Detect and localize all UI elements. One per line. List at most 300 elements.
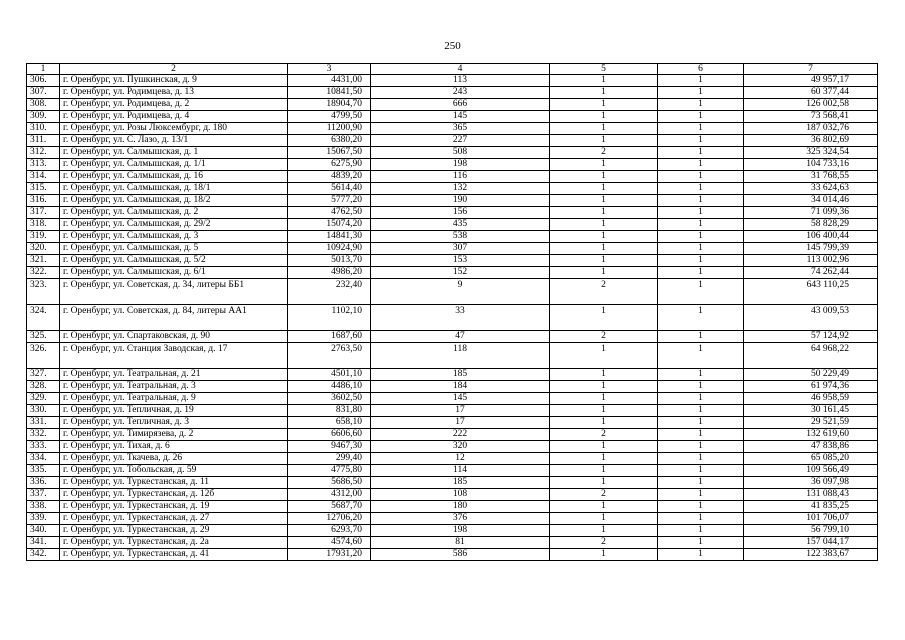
table-row <box>27 231 878 243</box>
row-number: 342. <box>27 549 60 561</box>
col5-cell: 1 <box>550 219 658 231</box>
col5-cell: 2 <box>550 147 658 159</box>
count-cell: 145 <box>371 111 550 123</box>
count-cell: 81 <box>371 537 550 549</box>
table-row <box>27 549 878 561</box>
row-number: 312. <box>27 147 60 159</box>
row-number: 308. <box>27 99 60 111</box>
table-row <box>27 195 878 207</box>
row-number: 313. <box>27 159 60 171</box>
amount-cell: 58 828,29 <box>744 219 878 231</box>
col5-cell: 2 <box>550 429 658 441</box>
address-cell: г. Оренбург, ул. Театральная, д. 21 <box>60 369 288 381</box>
count-cell: 376 <box>371 513 550 525</box>
address-cell: г. Оренбург, ул. Туркестанская, д. 29 <box>60 525 288 537</box>
table-row <box>27 513 878 525</box>
address-cell: г. Оренбург, ул. Салмышская, д. 18/2 <box>60 195 288 207</box>
col6-cell: 1 <box>658 489 744 501</box>
col5-cell: 1 <box>550 381 658 393</box>
row-number: 309. <box>27 111 60 123</box>
col6-cell: 1 <box>658 219 744 231</box>
amount-cell: 46 958,59 <box>744 393 878 405</box>
area-cell: 5013,70 <box>288 255 371 267</box>
amount-cell: 325 324,54 <box>744 147 878 159</box>
address-cell: г. Оренбург, ул. Туркестанская, д. 2а <box>60 537 288 549</box>
col5-cell: 1 <box>550 231 658 243</box>
count-cell: 152 <box>371 267 550 279</box>
row-number: 329. <box>27 393 60 405</box>
table-row <box>27 305 878 331</box>
table-row <box>27 123 878 135</box>
count-cell: 365 <box>371 123 550 135</box>
count-cell: 116 <box>371 171 550 183</box>
col6-cell: 1 <box>658 207 744 219</box>
row-number: 339. <box>27 513 60 525</box>
row-number: 337. <box>27 489 60 501</box>
area-cell: 4799,50 <box>288 111 371 123</box>
col5-cell: 2 <box>550 279 658 305</box>
count-cell: 47 <box>371 331 550 343</box>
table-header-row <box>27 64 878 75</box>
amount-cell: 61 974,36 <box>744 381 878 393</box>
count-cell: 227 <box>371 135 550 147</box>
row-number: 320. <box>27 243 60 255</box>
col5-cell: 2 <box>550 331 658 343</box>
count-cell: 33 <box>371 305 550 331</box>
col6-cell: 1 <box>658 549 744 561</box>
area-cell: 6606,60 <box>288 429 371 441</box>
area-cell: 4501,10 <box>288 369 371 381</box>
amount-cell: 643 110,25 <box>744 279 878 305</box>
table-row <box>27 243 878 255</box>
col5-cell: 1 <box>550 75 658 87</box>
col6-cell: 1 <box>658 537 744 549</box>
amount-cell: 41 835,25 <box>744 501 878 513</box>
col6-cell: 1 <box>658 465 744 477</box>
table-row <box>27 255 878 267</box>
address-cell: г. Оренбург, ул. Тихая, д. 6 <box>60 441 288 453</box>
row-number: 324. <box>27 305 60 331</box>
area-cell: 2763,50 <box>288 343 371 369</box>
table-row <box>27 477 878 489</box>
col6-cell: 1 <box>658 513 744 525</box>
count-cell: 666 <box>371 99 550 111</box>
count-cell: 118 <box>371 343 550 369</box>
column-header: 1 <box>27 64 60 75</box>
row-number: 311. <box>27 135 60 147</box>
area-cell: 3602,50 <box>288 393 371 405</box>
col5-cell: 1 <box>550 183 658 195</box>
area-cell: 4762,50 <box>288 207 371 219</box>
row-number: 332. <box>27 429 60 441</box>
area-cell: 4312,00 <box>288 489 371 501</box>
address-cell: г. Оренбург, ул. Родимцева, д. 4 <box>60 111 288 123</box>
col6-cell: 1 <box>658 381 744 393</box>
area-cell: 5687,70 <box>288 501 371 513</box>
table-row <box>27 465 878 477</box>
area-cell: 10924,90 <box>288 243 371 255</box>
count-cell: 17 <box>371 417 550 429</box>
amount-cell: 43 009,53 <box>744 305 878 331</box>
row-number: 340. <box>27 525 60 537</box>
row-number: 306. <box>27 75 60 87</box>
address-cell: г. Оренбург, ул. Тепличная, д. 19 <box>60 405 288 417</box>
col6-cell: 1 <box>658 255 744 267</box>
count-cell: 222 <box>371 429 550 441</box>
area-cell: 4775,80 <box>288 465 371 477</box>
row-number: 317. <box>27 207 60 219</box>
area-cell: 1102,10 <box>288 305 371 331</box>
col5-cell: 1 <box>550 343 658 369</box>
table-row <box>27 183 878 195</box>
table-row <box>27 135 878 147</box>
area-cell: 10841,50 <box>288 87 371 99</box>
col6-cell: 1 <box>658 99 744 111</box>
col5-cell: 1 <box>550 87 658 99</box>
address-cell: г. Оренбург, ул. Тимирязева, д. 2 <box>60 429 288 441</box>
table-row <box>27 171 878 183</box>
amount-cell: 101 706,07 <box>744 513 878 525</box>
table-row <box>27 343 878 369</box>
col5-cell: 1 <box>550 305 658 331</box>
col6-cell: 1 <box>658 501 744 513</box>
table-row <box>27 111 878 123</box>
address-cell: г. Оренбург, ул. Салмышская, д. 2 <box>60 207 288 219</box>
count-cell: 586 <box>371 549 550 561</box>
col5-cell: 1 <box>550 135 658 147</box>
row-number: 334. <box>27 453 60 465</box>
amount-cell: 104 733,16 <box>744 159 878 171</box>
col6-cell: 1 <box>658 429 744 441</box>
table-row <box>27 489 878 501</box>
address-cell: г. Оренбург, ул. Салмышская, д. 6/1 <box>60 267 288 279</box>
row-number: 341. <box>27 537 60 549</box>
col6-cell: 1 <box>658 393 744 405</box>
housing-table <box>26 63 878 561</box>
col5-cell: 1 <box>550 99 658 111</box>
area-cell: 4431,00 <box>288 75 371 87</box>
col5-cell: 1 <box>550 243 658 255</box>
row-number: 310. <box>27 123 60 135</box>
address-cell: г. Оренбург, ул. Салмышская, д. 5/2 <box>60 255 288 267</box>
row-number: 328. <box>27 381 60 393</box>
col5-cell: 1 <box>550 465 658 477</box>
count-cell: 508 <box>371 147 550 159</box>
row-number: 322. <box>27 267 60 279</box>
address-cell: г. Оренбург, ул. Салмышская, д. 5 <box>60 243 288 255</box>
col6-cell: 1 <box>658 243 744 255</box>
address-cell: г. Оренбург, ул. Туркестанская, д. 41 <box>60 549 288 561</box>
table-row <box>27 441 878 453</box>
col6-cell: 1 <box>658 195 744 207</box>
area-cell: 1687,60 <box>288 331 371 343</box>
col6-cell: 1 <box>658 75 744 87</box>
col5-cell: 1 <box>550 525 658 537</box>
col6-cell: 1 <box>658 279 744 305</box>
col6-cell: 1 <box>658 477 744 489</box>
amount-cell: 31 768,55 <box>744 171 878 183</box>
count-cell: 185 <box>371 369 550 381</box>
address-cell: г. Оренбург, ул. Салмышская, д. 18/1 <box>60 183 288 195</box>
address-cell: г. Оренбург, ул. Спартаковская, д. 90 <box>60 331 288 343</box>
count-cell: 435 <box>371 219 550 231</box>
row-number: 335. <box>27 465 60 477</box>
table-row <box>27 417 878 429</box>
area-cell: 658,10 <box>288 417 371 429</box>
col5-cell: 1 <box>550 111 658 123</box>
count-cell: 198 <box>371 159 550 171</box>
table-row <box>27 147 878 159</box>
table-row <box>27 159 878 171</box>
col6-cell: 1 <box>658 123 744 135</box>
address-cell: г. Оренбург, ул. Тепличная, д. 3 <box>60 417 288 429</box>
table-row <box>27 369 878 381</box>
area-cell: 232,40 <box>288 279 371 305</box>
address-cell: г. Оренбург, ул. Розы Люксембург, д. 180 <box>60 123 288 135</box>
address-cell: г. Оренбург, ул. Станция Заводская, д. 17 <box>60 343 288 369</box>
address-cell: г. Оренбург, ул. Салмышская, д. 1/1 <box>60 159 288 171</box>
amount-cell: 145 799,39 <box>744 243 878 255</box>
address-cell: г. Оренбург, ул. Туркестанская, д. 19 <box>60 501 288 513</box>
table-row <box>27 537 878 549</box>
amount-cell: 109 566,49 <box>744 465 878 477</box>
column-header: 6 <box>658 64 744 75</box>
address-cell: г. Оренбург, ул. Туркестанская, д. 11 <box>60 477 288 489</box>
row-number: 314. <box>27 171 60 183</box>
col5-cell: 1 <box>550 549 658 561</box>
col6-cell: 1 <box>658 111 744 123</box>
area-cell: 6275,90 <box>288 159 371 171</box>
row-number: 315. <box>27 183 60 195</box>
count-cell: 17 <box>371 405 550 417</box>
table-row <box>27 331 878 343</box>
area-cell: 17931,20 <box>288 549 371 561</box>
col5-cell: 2 <box>550 489 658 501</box>
col6-cell: 1 <box>658 231 744 243</box>
table-row <box>27 501 878 513</box>
col5-cell: 1 <box>550 123 658 135</box>
count-cell: 9 <box>371 279 550 305</box>
col6-cell: 1 <box>658 87 744 99</box>
amount-cell: 73 568,41 <box>744 111 878 123</box>
amount-cell: 36 802,69 <box>744 135 878 147</box>
amount-cell: 57 124,92 <box>744 331 878 343</box>
table-row <box>27 429 878 441</box>
row-number: 333. <box>27 441 60 453</box>
col6-cell: 1 <box>658 525 744 537</box>
row-number: 307. <box>27 87 60 99</box>
col5-cell: 1 <box>550 513 658 525</box>
table-row <box>27 381 878 393</box>
amount-cell: 34 014,46 <box>744 195 878 207</box>
col5-cell: 1 <box>550 477 658 489</box>
amount-cell: 74 262,44 <box>744 267 878 279</box>
col6-cell: 1 <box>658 417 744 429</box>
col5-cell: 1 <box>550 417 658 429</box>
row-number: 326. <box>27 343 60 369</box>
col5-cell: 1 <box>550 267 658 279</box>
row-number: 325. <box>27 331 60 343</box>
col6-cell: 1 <box>658 405 744 417</box>
col6-cell: 1 <box>658 267 744 279</box>
table-row <box>27 393 878 405</box>
table-body <box>27 75 878 561</box>
amount-cell: 49 957,17 <box>744 75 878 87</box>
count-cell: 145 <box>371 393 550 405</box>
area-cell: 12706,20 <box>288 513 371 525</box>
count-cell: 156 <box>371 207 550 219</box>
col6-cell: 1 <box>658 159 744 171</box>
area-cell: 5686,50 <box>288 477 371 489</box>
col5-cell: 1 <box>550 393 658 405</box>
col5-cell: 1 <box>550 195 658 207</box>
count-cell: 190 <box>371 195 550 207</box>
table-row <box>27 525 878 537</box>
row-number: 319. <box>27 231 60 243</box>
col5-cell: 1 <box>550 405 658 417</box>
row-number: 321. <box>27 255 60 267</box>
column-header: 5 <box>550 64 658 75</box>
amount-cell: 132 619,60 <box>744 429 878 441</box>
count-cell: 153 <box>371 255 550 267</box>
col5-cell: 1 <box>550 171 658 183</box>
address-cell: г. Оренбург, ул. Театральная, д. 9 <box>60 393 288 405</box>
table-row <box>27 207 878 219</box>
address-cell: г. Оренбург, ул. Советская, д. 84, литеры АА1 <box>60 305 288 331</box>
address-cell: г. Оренбург, ул. Родимцева, д. 2 <box>60 99 288 111</box>
address-cell: г. Оренбург, ул. Театральная, д. 3 <box>60 381 288 393</box>
row-number: 331. <box>27 417 60 429</box>
count-cell: 114 <box>371 465 550 477</box>
address-cell: г. Оренбург, ул. Туркестанская, д. 12б <box>60 489 288 501</box>
table-row <box>27 75 878 87</box>
amount-cell: 60 377,44 <box>744 87 878 99</box>
col6-cell: 1 <box>658 441 744 453</box>
area-cell: 4574,60 <box>288 537 371 549</box>
col6-cell: 1 <box>658 305 744 331</box>
area-cell: 4486,10 <box>288 381 371 393</box>
col6-cell: 1 <box>658 147 744 159</box>
col5-cell: 2 <box>550 537 658 549</box>
col5-cell: 1 <box>550 159 658 171</box>
col6-cell: 1 <box>658 331 744 343</box>
amount-cell: 30 161,45 <box>744 405 878 417</box>
area-cell: 15067,50 <box>288 147 371 159</box>
address-cell: г. Оренбург, ул. Салмышская, д. 3 <box>60 231 288 243</box>
area-cell: 11200,90 <box>288 123 371 135</box>
area-cell: 831,80 <box>288 405 371 417</box>
amount-cell: 50 229,49 <box>744 369 878 381</box>
table-row <box>27 87 878 99</box>
count-cell: 108 <box>371 489 550 501</box>
amount-cell: 71 099,36 <box>744 207 878 219</box>
count-cell: 320 <box>371 441 550 453</box>
count-cell: 307 <box>371 243 550 255</box>
address-cell: г. Оренбург, ул. Салмышская, д. 29/2 <box>60 219 288 231</box>
amount-cell: 47 838,86 <box>744 441 878 453</box>
col6-cell: 1 <box>658 171 744 183</box>
column-header: 2 <box>60 64 288 75</box>
table-row <box>27 267 878 279</box>
row-number: 327. <box>27 369 60 381</box>
col5-cell: 1 <box>550 441 658 453</box>
amount-cell: 113 002,96 <box>744 255 878 267</box>
table-row <box>27 99 878 111</box>
table-row <box>27 279 878 305</box>
col5-cell: 1 <box>550 453 658 465</box>
amount-cell: 126 002,58 <box>744 99 878 111</box>
amount-cell: 64 968,22 <box>744 343 878 369</box>
count-cell: 185 <box>371 477 550 489</box>
column-header: 3 <box>288 64 371 75</box>
page-number: 250 <box>444 40 461 52</box>
area-cell: 15074,20 <box>288 219 371 231</box>
amount-cell: 106 400,44 <box>744 231 878 243</box>
address-cell: г. Оренбург, ул. Пушкинская, д. 9 <box>60 75 288 87</box>
row-number: 330. <box>27 405 60 417</box>
area-cell: 9467,30 <box>288 441 371 453</box>
row-number: 338. <box>27 501 60 513</box>
amount-cell: 65 085,20 <box>744 453 878 465</box>
row-number: 318. <box>27 219 60 231</box>
area-cell: 4986,20 <box>288 267 371 279</box>
address-cell: г. Оренбург, ул. Советская, д. 34, литеры ББ1 <box>60 279 288 305</box>
count-cell: 132 <box>371 183 550 195</box>
col5-cell: 1 <box>550 255 658 267</box>
col6-cell: 1 <box>658 369 744 381</box>
col5-cell: 1 <box>550 369 658 381</box>
amount-cell: 36 097,98 <box>744 477 878 489</box>
col6-cell: 1 <box>658 453 744 465</box>
amount-cell: 131 088,43 <box>744 489 878 501</box>
address-cell: г. Оренбург, ул. Салмышская, д. 1 <box>60 147 288 159</box>
table-row <box>27 405 878 417</box>
count-cell: 12 <box>371 453 550 465</box>
area-cell: 299,40 <box>288 453 371 465</box>
count-cell: 538 <box>371 231 550 243</box>
count-cell: 113 <box>371 75 550 87</box>
address-cell: г. Оренбург, ул. Родимцева, д. 13 <box>60 87 288 99</box>
area-cell: 6380,20 <box>288 135 371 147</box>
col5-cell: 1 <box>550 207 658 219</box>
row-number: 336. <box>27 477 60 489</box>
col5-cell: 1 <box>550 501 658 513</box>
col6-cell: 1 <box>658 343 744 369</box>
address-cell: г. Оренбург, ул. С. Лазо, д. 13/1 <box>60 135 288 147</box>
address-cell: г. Оренбург, ул. Салмышская, д. 16 <box>60 171 288 183</box>
count-cell: 180 <box>371 501 550 513</box>
table-row <box>27 453 878 465</box>
area-cell: 4839,20 <box>288 171 371 183</box>
table-row <box>27 219 878 231</box>
address-cell: г. Оренбург, ул. Тобольская, д. 59 <box>60 465 288 477</box>
area-cell: 5777,20 <box>288 195 371 207</box>
amount-cell: 33 624,63 <box>744 183 878 195</box>
col6-cell: 1 <box>658 135 744 147</box>
col6-cell: 1 <box>658 183 744 195</box>
count-cell: 184 <box>371 381 550 393</box>
count-cell: 243 <box>371 87 550 99</box>
row-number: 316. <box>27 195 60 207</box>
amount-cell: 122 383,67 <box>744 549 878 561</box>
address-cell: г. Оренбург, ул. Туркестанская, д. 27 <box>60 513 288 525</box>
column-header: 7 <box>744 64 878 75</box>
column-header: 4 <box>371 64 550 75</box>
amount-cell: 56 799,10 <box>744 525 878 537</box>
row-number: 323. <box>27 279 60 305</box>
amount-cell: 157 044,17 <box>744 537 878 549</box>
amount-cell: 29 521,59 <box>744 417 878 429</box>
